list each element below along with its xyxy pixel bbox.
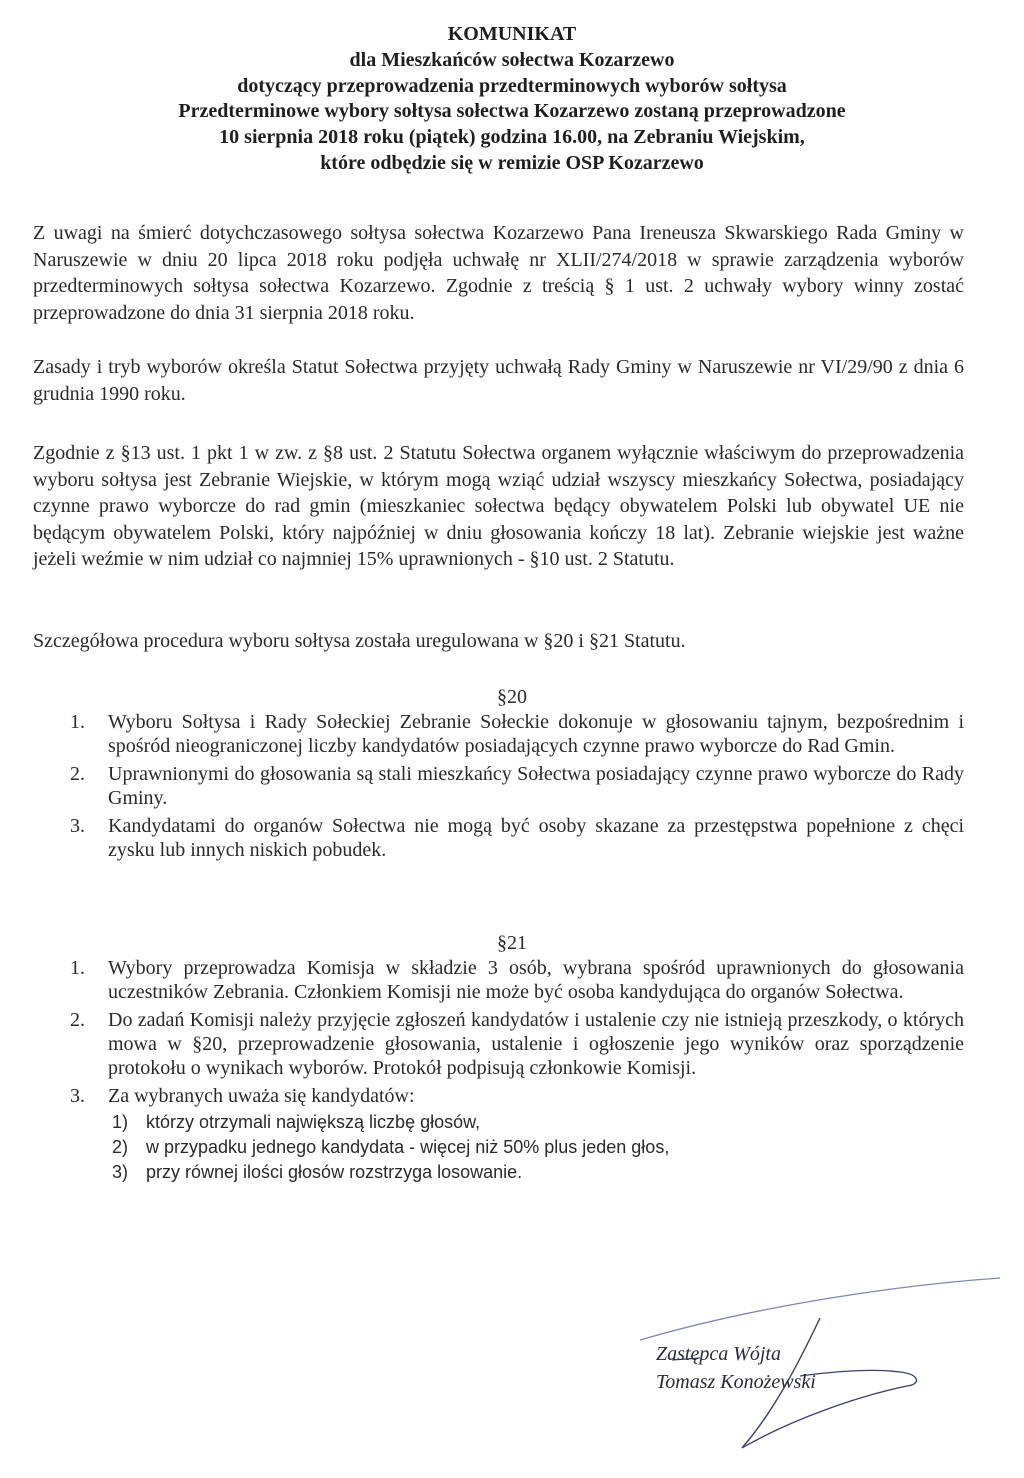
list-item-text: Uprawnionymi do głosowania są stali mieszkańcy Sołectwa posiadający czynne prawo wyborcze do Rady Gminy. <box>108 763 964 809</box>
paragraph-reference: Szczegółowa procedura wyboru sołtysa została uregulowana w §20 i §21 Statutu. <box>33 630 686 652</box>
sub-list-item-text: przy równej ilości głosów rozstrzyga losowanie. <box>146 1162 523 1182</box>
sub-list-item-text: którzy otrzymali największą liczbę głosów, <box>146 1112 481 1132</box>
paragraph-rules: Zasady i tryb wyborów określa Statut Sołectwa przyjęty uchwałą Rady Gminy w Naruszewie nr VI/29/90 z dnia 6 grudnia 1990 roku. <box>33 356 964 405</box>
list-item-text: Wyboru Sołtysa i Rady Sołeckiej Zebranie Sołeckie dokonuje w głosowaniu tajnym, bezpośrednim i spośród nieograniczonej liczby kandydatów posiadających czynne prawo wyborcze do Rad Gmin. <box>108 711 964 757</box>
section-21-title: §21 <box>497 932 527 954</box>
sub-list-item-text: w przypadku jednego kandydata - więcej niż 50% plus jeden głos, <box>146 1137 670 1157</box>
header-location: które odbędzie się w remizie OSP Kozarzewo <box>320 151 704 174</box>
list-item-text: Za wybranych uważa się kandydatów: <box>108 1085 415 1107</box>
list-item-number: 1. <box>70 711 85 733</box>
header-subject: dotyczący przeprowadzenia przedterminowych wyborów sołtysa <box>237 74 787 97</box>
list-item-number: 3. <box>70 815 85 837</box>
list-item-number: 2. <box>70 1009 85 1031</box>
header-addressee: dla Mieszkańców sołectwa Kozarzewo <box>349 48 675 71</box>
list-item-text: Do zadań Komisji należy przyjęcie zgłoszeń kandydatów i ustalenie czy nie istnieją przeszkody, o których mowa w §20, przeprowadzenie głosowania, ustalenie i ogłoszenie jego wyników oraz sporządzenie protokołu o wynikach wyborów. Protokół podpisują członkowie Komisji. <box>108 1009 964 1079</box>
sub-list-item-number: 2) <box>112 1137 129 1157</box>
section-20-title: §20 <box>497 686 527 708</box>
list-item-number: 2. <box>70 763 85 785</box>
list-item-number: 3. <box>70 1085 85 1107</box>
signature-block <box>656 1340 816 1396</box>
paragraph-reason: Z uwagi na śmierć dotychczasowego sołtysa sołectwa Kozarzewo Pana Ireneusza Skwarskiego Rada Gminy w Naruszewie w dniu 20 lipca 2018 roku podjęła uchwałę nr XLII/274/2018 w sprawie zarządzenia wyborów przedterminowych sołtysa sołectwa Kozarzewo. Zgodnie z treścią § 1 ust. 2 uchwały wybory winny zostać przeprowadzone do dnia 31 sierpnia 2018 roku. <box>33 222 964 324</box>
list-item-text: Wybory przeprowadza Komisja w składzie 3 osób, wybrana spośród uprawnionych do głosowania uczestników Zebrania. Członkiem Komisji nie może być osoba kandydująca do organów Sołectwa. <box>108 957 964 1003</box>
sub-list-item-number: 1) <box>112 1112 129 1132</box>
header-title: KOMUNIKAT <box>447 23 577 45</box>
signature-role: Zastępca Wójta <box>656 1343 781 1365</box>
paragraph-procedure: Zgodnie z §13 ust. 1 pkt 1 w zw. z §8 ust. 2 Statutu Sołectwa organem wyłącznie właściwym do przeprowadzenia wyboru sołtysa jest Zebranie Wiejskie, w którym mogą wziąć udział wszyscy mieszkańcy Sołectwa, posiadający czynne prawo wyborcze do rad gmin (mieszkaniec sołectwa będący obywatelem Polski lub obywatel UE nie będącym obywatelem Polski, który najpóźniej w dniu głosowania kończy 18 lat). Zebranie wiejskie jest ważne jeżeli weźmie w nim udział co najmniej 15% uprawnionych - §10 ust. 2 Statutu. <box>33 442 964 570</box>
header-date: 10 sierpnia 2018 roku (piątek) godzina 16.00, na Zebraniu Wiejskim, <box>219 126 805 149</box>
list-item-number: 1. <box>70 957 85 979</box>
sub-list-item-number: 3) <box>112 1162 129 1182</box>
signature-name: Tomasz Konożewski <box>656 1371 816 1393</box>
list-item-text: Kandydatami do organów Sołectwa nie mogą być osoby skazane za przestępstwa popełnione z chęci zysku lub innych niskich pobudek. <box>108 815 964 861</box>
header-announcement: Przedterminowe wybory sołtysa sołectwa Kozarzewo zostaną przeprowadzone <box>178 100 846 123</box>
